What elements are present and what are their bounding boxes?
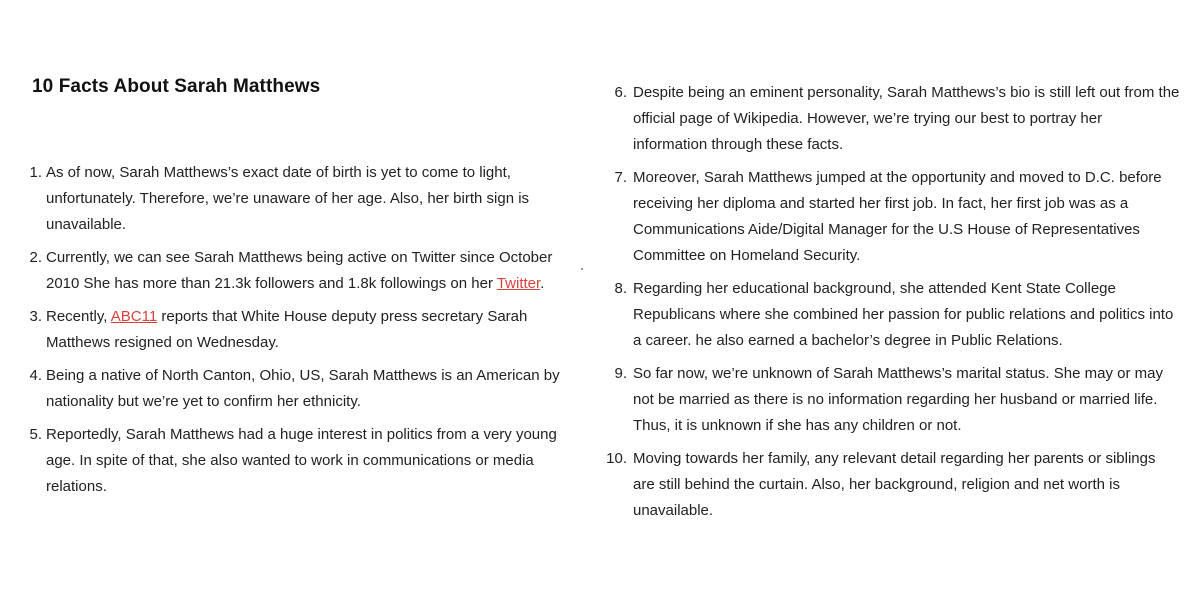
fact-text: Reportedly, Sarah Matthews had a huge interest in politics from a very young age. In spite of that, she also wanted to work in communications or media relations. <box>46 426 557 495</box>
fact-item-3 <box>20 304 580 356</box>
fact-item-8 <box>600 276 1180 354</box>
fact-text: So far now, we’re unknown of Sarah Matthews’s marital status. She may or may not be married as there is no information regarding her husband or married life. Thus, it is unknown if she has any children or not. <box>633 365 1163 434</box>
fact-text: Being a native of North Canton, Ohio, US, Sarah Matthews is an American by nationality but we’re yet to confirm her ethnicity. <box>46 367 560 410</box>
fact-item-7 <box>600 165 1180 269</box>
fact-text: Regarding her educational background, she attended Kent State College Republicans where she combined her passion for public relations and politics into a career. he also earned a bachelor’s degree in Public Relations. <box>633 280 1174 349</box>
article-heading: 10 Facts About Sarah Matthews <box>32 76 321 97</box>
fact-number: 8. <box>614 280 627 297</box>
fact-item-1 <box>20 160 580 238</box>
fact-item-9 <box>600 361 1180 439</box>
fact-item-4 <box>20 363 580 415</box>
fact-text: Moreover, Sarah Matthews jumped at the opportunity and moved to D.C. before receiving her diploma and started her first job. In fact, her first job was as a Communications Aide/Digital Manager for the U.S House of Representatives Committee on Homeland Security. <box>633 169 1162 264</box>
fact-number: 2. <box>29 249 42 266</box>
fact-number: 7. <box>614 169 627 186</box>
fact-number: 1. <box>29 164 42 181</box>
decorative-dot <box>581 268 583 270</box>
fact-text: Despite being an eminent personality, Sarah Matthews’s bio is still left out from the official page of Wikipedia. However, we’re trying our best to portray her information through these facts. <box>633 84 1180 153</box>
fact-number: 5. <box>29 426 42 443</box>
fact-number: 9. <box>614 365 627 382</box>
fact-number: 10. <box>606 450 627 467</box>
fact-text-end: . <box>540 275 545 292</box>
fact-number: 3. <box>29 308 42 325</box>
fact-item-10 <box>600 446 1180 524</box>
fact-item-6 <box>600 80 1180 158</box>
fact-item-2 <box>20 245 580 297</box>
fact-number: 4. <box>29 367 42 384</box>
fact-text: As of now, Sarah Matthews’s exact date of birth is yet to come to light, unfortunately. Therefore, we’re unaware of her age. Also, her birth sign is unavailable. <box>46 164 530 233</box>
fact-text: Currently, we can see Sarah Matthews being active on Twitter since October 2010 She has more than 21.3k followers and 1.8k followings on her <box>46 249 553 292</box>
twitter-link[interactable]: Twitter <box>496 275 541 292</box>
facts-list-right <box>600 80 1180 531</box>
abc11-link[interactable]: ABC11 <box>110 308 158 325</box>
facts-list-left <box>20 160 580 507</box>
fact-number: 6. <box>614 84 627 101</box>
fact-text-end: reports that White House deputy press secretary Sarah Matthews resigned on Wednesday. <box>46 308 528 351</box>
fact-text: Recently, <box>46 308 111 325</box>
fact-item-5 <box>20 422 580 500</box>
fact-text: Moving towards her family, any relevant detail regarding her parents or siblings are still behind the curtain. Also, her background, religion and net worth is unavailable. <box>633 450 1156 519</box>
